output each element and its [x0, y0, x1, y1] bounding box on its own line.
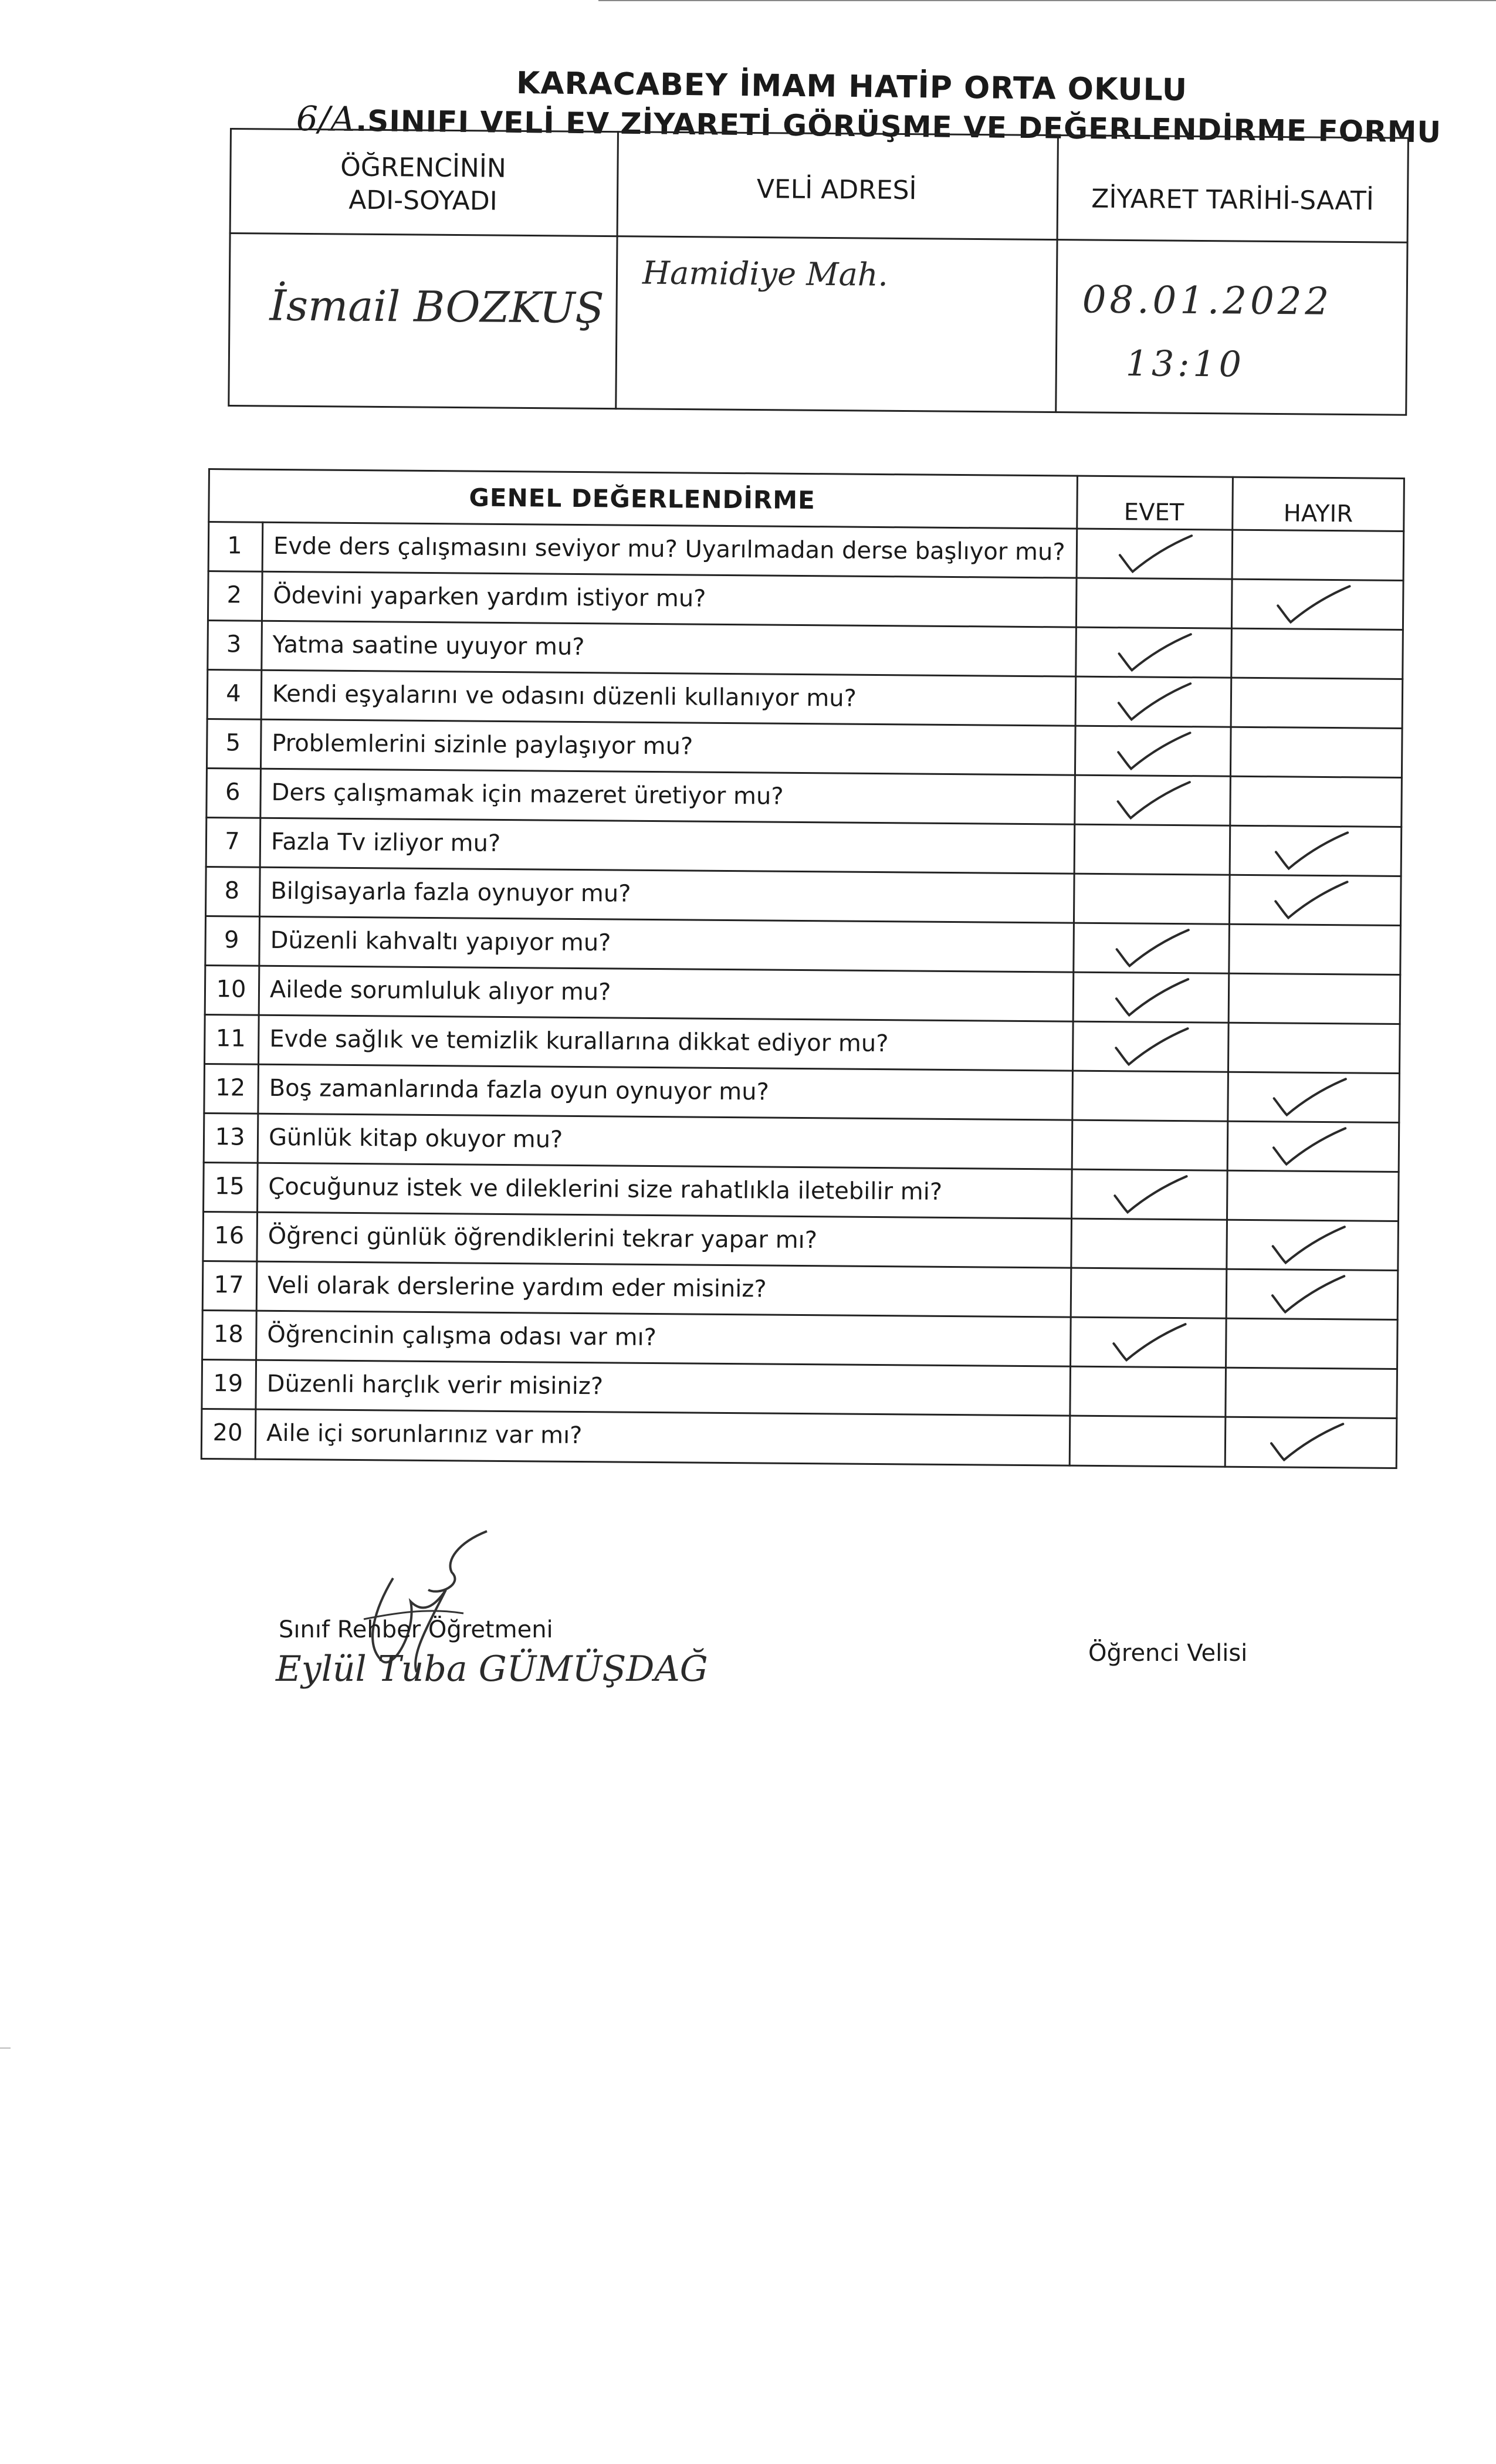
row-number: 15: [214, 1173, 245, 1200]
student-name-value: İsmail BOZKUŞ: [269, 280, 605, 333]
question-text: Ödevini yaparken yardım istiyor mu?: [273, 581, 706, 612]
check-mark-yes-icon: [1108, 1320, 1190, 1363]
check-mark-yes-icon: [1111, 926, 1193, 969]
row-number: 13: [215, 1123, 245, 1151]
question-text: Ailede sorumluluk alıyor mu?: [269, 976, 611, 1006]
row-number: 20: [212, 1419, 243, 1447]
table-row: [204, 964, 1402, 1023]
teacher-name: Eylül Tuba GÜMÜŞDAĞ: [276, 1649, 708, 1690]
row-number: 4: [226, 680, 241, 708]
question-text: Günlük kitap okuyor mu?: [268, 1123, 563, 1153]
check-mark-no-icon: [1265, 1420, 1348, 1463]
question-text: Ders çalışmamak için mazeret üretiyor mu?: [271, 779, 784, 810]
check-mark-no-icon: [1267, 1272, 1349, 1315]
question-text: Çocuğunuz istek ve dileklerini size rahatlıkla iletebilir mi?: [268, 1173, 943, 1206]
address-value: Hamidiye Mah.: [642, 254, 888, 293]
student-info-table: [228, 128, 1409, 416]
row-number: 6: [225, 779, 241, 806]
table-row: [202, 1260, 1399, 1319]
question-text: Bilgisayarla fazla oynuyor mu?: [270, 877, 631, 908]
question-text: Problemlerini sizinle paylaşıyor mu?: [272, 729, 693, 760]
question-text: Evde sağlık ve temizlik kurallarına dikkat ediyor mu?: [269, 1025, 889, 1058]
visit-date-value: 08.01.2022: [1082, 278, 1333, 324]
check-mark-no-icon: [1267, 1223, 1349, 1265]
row-number: 3: [226, 631, 242, 658]
row-number: 2: [226, 581, 242, 609]
question-text: Aile içi sorunlarınız var mı?: [266, 1419, 583, 1450]
row-number: 7: [225, 828, 240, 855]
table-row: [201, 1359, 1398, 1417]
row-number: 9: [224, 926, 239, 954]
table-row: [206, 718, 1403, 777]
school-name: KARACABEY İMAM HATİP ORTA OKULU: [516, 66, 1188, 108]
table-row: [203, 1063, 1400, 1122]
evaluation-title: GENEL DEĞERLENDİRME: [469, 483, 815, 515]
teacher-label: Sınıf Rehber Öğretmeni: [279, 1616, 553, 1643]
yes-column-header: EVET: [1123, 499, 1184, 527]
table-row: [202, 1211, 1399, 1270]
check-mark-no-icon: [1270, 878, 1352, 920]
check-mark-yes-icon: [1111, 975, 1193, 1018]
check-mark-yes-icon: [1113, 630, 1196, 673]
check-mark-yes-icon: [1112, 778, 1194, 821]
row-number: 11: [215, 1025, 246, 1052]
table-row: [207, 669, 1404, 727]
question-text: Düzenli kahvaltı yapıyor mu?: [270, 926, 611, 957]
row-number: 1: [227, 532, 242, 560]
visit-time-value: 13:10: [1125, 343, 1245, 385]
form-title-text: .SINIFI VELİ EV ZİYARETİ GÖRÜŞME VE DEĞERLENDİRME FORMU: [355, 104, 1442, 150]
check-mark-no-icon: [1268, 1124, 1351, 1167]
table-row: [204, 915, 1402, 974]
table-row: [201, 1408, 1398, 1467]
table-row: [204, 1014, 1401, 1072]
table-row: [205, 817, 1403, 875]
parent-label: Öğrenci Velisi: [1088, 1640, 1248, 1667]
table-row: [202, 1162, 1400, 1220]
no-column-header: HAYIR: [1283, 500, 1353, 528]
table-row: [207, 620, 1404, 678]
check-mark-no-icon: [1270, 828, 1353, 871]
row-number: 16: [214, 1222, 245, 1250]
question-text: Kendi eşyalarını ve odasını düzenli kullanıyor mu?: [272, 680, 857, 712]
address-header: VELİ ADRESİ: [756, 174, 917, 206]
row-number: 18: [213, 1321, 244, 1348]
question-text: Veli olarak derslerine yardım eder misiniz?: [267, 1271, 767, 1303]
question-text: Öğrencinin çalışma odası var mı?: [267, 1321, 657, 1352]
check-mark-yes-icon: [1109, 1172, 1192, 1215]
check-mark-no-icon: [1268, 1075, 1351, 1118]
row-number: 10: [216, 976, 246, 1003]
check-mark-no-icon: [1272, 582, 1355, 625]
check-mark-yes-icon: [1112, 729, 1195, 771]
row-number: 12: [215, 1074, 246, 1102]
row-number: 8: [224, 877, 240, 905]
table-row: [207, 570, 1404, 629]
question-text: Düzenli harçlık verir misiniz?: [266, 1370, 604, 1400]
class-handwritten: 6/A: [296, 99, 356, 140]
table-row: [205, 767, 1403, 826]
check-mark-yes-icon: [1114, 532, 1197, 574]
question-text: Yatma saatine uyuyor mu?: [272, 631, 585, 661]
row-number: 5: [225, 729, 241, 757]
scan-mark: [0, 2047, 11, 2049]
check-mark-yes-icon: [1110, 1024, 1193, 1067]
row-number: 19: [213, 1370, 243, 1397]
scan-edge-line: [598, 0, 1496, 1]
table-row: [205, 866, 1402, 925]
check-mark-yes-icon: [1113, 679, 1196, 722]
table-row: [208, 521, 1405, 580]
row-number: 17: [214, 1271, 244, 1299]
question-text: Fazla Tv izliyor mu?: [270, 828, 501, 857]
question-text: Evde ders çalışmasını seviyor mu? Uyarılmadan derse başlıyor mu?: [273, 532, 1065, 566]
question-text: Boş zamanlarında fazla oyun oynuyor mu?: [269, 1074, 770, 1106]
question-text: Öğrenci günlük öğrendiklerini tekrar yapar mı?: [268, 1222, 818, 1254]
student-name-header: ÖĞRENCİNİN ADI-SOYADI: [340, 152, 506, 216]
table-row: [203, 1112, 1400, 1171]
visit-date-header: ZİYARET TARİHİ-SAATİ: [1091, 184, 1375, 216]
evaluation-table: [201, 468, 1405, 1469]
table-row: [201, 1309, 1399, 1368]
